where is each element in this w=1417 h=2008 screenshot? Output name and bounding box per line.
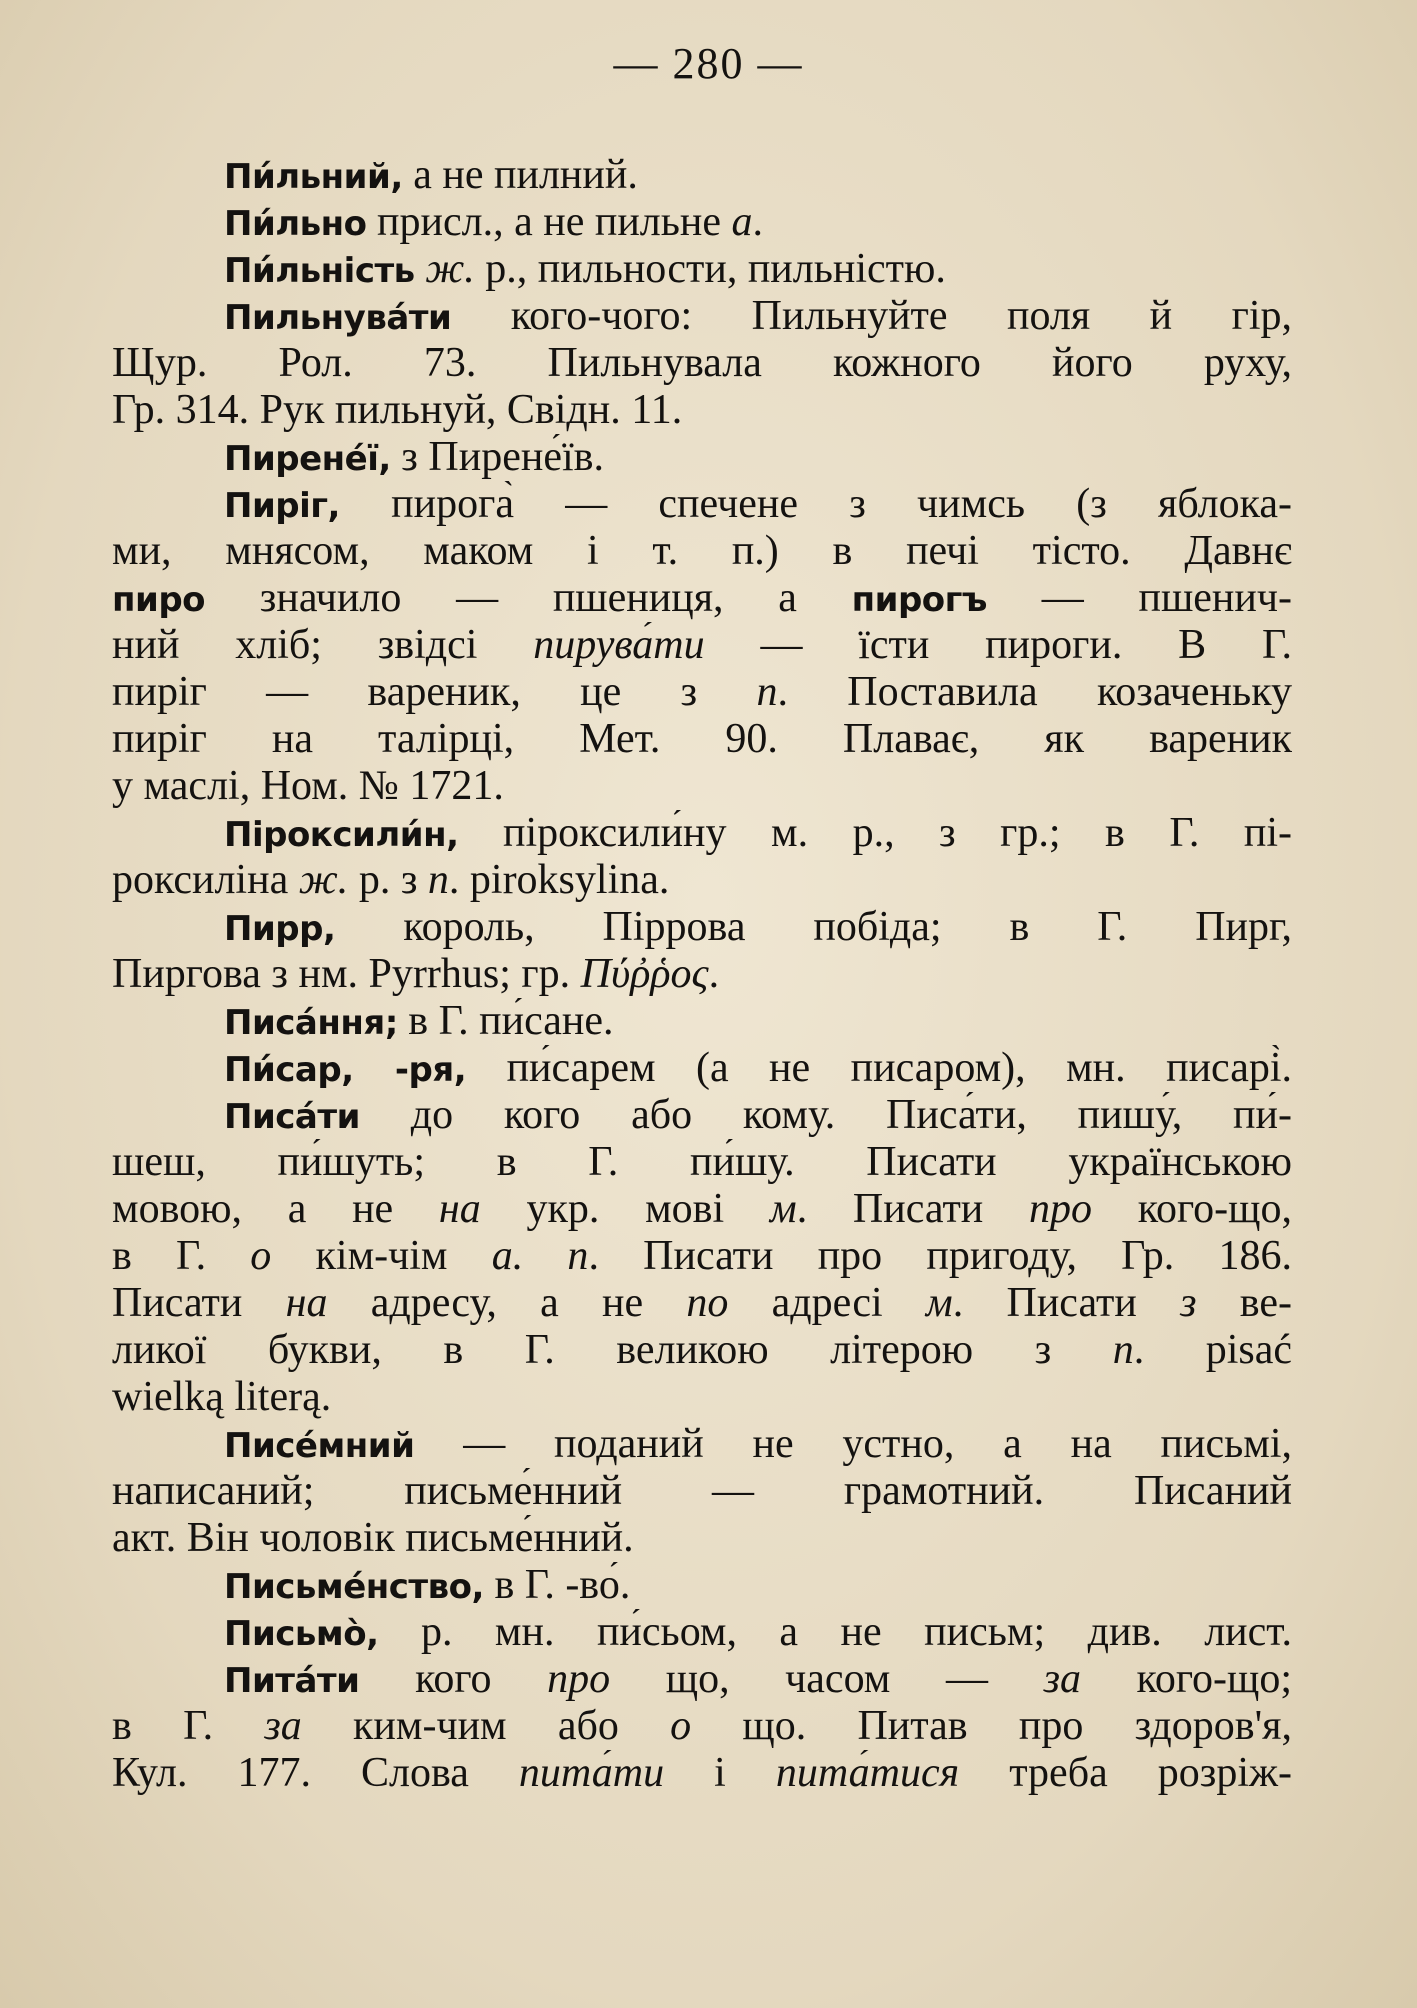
text-line xyxy=(112,387,1292,434)
dictionary-text xyxy=(112,152,1292,1797)
italic-text: а xyxy=(731,199,753,245)
text-line xyxy=(112,857,1292,904)
italic-text: на xyxy=(285,1280,328,1326)
text-line xyxy=(112,716,1292,763)
text-line xyxy=(112,1421,1292,1468)
text-line xyxy=(112,1750,1292,1797)
text-segment: треба розріж- xyxy=(959,1750,1292,1796)
text-segment: кого-що; xyxy=(1080,1656,1292,1702)
italic-text: про xyxy=(547,1656,611,1702)
text-line xyxy=(112,1186,1292,1233)
text-segment: кого-чого: Пильнуйте поля й гір, xyxy=(451,293,1292,339)
text-line xyxy=(112,1280,1292,1327)
text-line xyxy=(112,1092,1292,1139)
text-segment: адресу, а не xyxy=(327,1280,687,1326)
text-segment: в Г. xyxy=(112,1233,251,1279)
text-line xyxy=(112,528,1292,575)
italic-text: ж. xyxy=(425,246,475,292)
text-segment: . xyxy=(752,199,764,245)
text-segment: р. мн. пи́сьом, а не письм; див. лист. xyxy=(378,1609,1292,1655)
text-segment: . piroksylina. xyxy=(448,857,670,903)
italic-text: п xyxy=(756,669,778,715)
text-segment: ве- xyxy=(1196,1280,1292,1326)
text-segment: з Пирене́їв. xyxy=(390,434,604,480)
italic-text: п xyxy=(427,857,449,903)
text-segment: р. з xyxy=(348,857,428,903)
text-line xyxy=(112,1468,1292,1515)
text-line xyxy=(112,1656,1292,1703)
text-segment: укр. мові xyxy=(480,1186,770,1232)
text-segment: що, часом — xyxy=(610,1656,1044,1702)
text-line xyxy=(112,199,1292,246)
text-segment: Писати xyxy=(112,1280,286,1326)
italic-text: пирува́ти xyxy=(533,622,705,668)
italic-text: м xyxy=(769,1186,797,1232)
text-line xyxy=(112,810,1292,857)
italic-text: пита́тися xyxy=(775,1750,960,1796)
italic-text: Πύῤῥος xyxy=(580,951,709,997)
text-segment: і xyxy=(664,1750,776,1796)
entry-headword: Пиріг, xyxy=(224,486,340,526)
text-line xyxy=(112,904,1292,951)
entry-headword: Пирр, xyxy=(224,909,336,949)
text-segment: піроксили́ну м. р., з гр.; в Г. пі- xyxy=(458,810,1292,856)
text-segment: Пиргова з нм. Pyrrhus; гр. xyxy=(112,951,581,997)
italic-text: пита́ти xyxy=(518,1750,665,1796)
text-line xyxy=(112,669,1292,716)
text-segment: кого-що, xyxy=(1092,1186,1292,1232)
text-segment: шеш, пи́шуть; в Г. пи́шу. Писати українською xyxy=(112,1139,1292,1185)
text-segment: ми, мнясом, маком і т. п.) в печі тісто. Давнє xyxy=(112,528,1292,574)
text-line xyxy=(112,340,1292,387)
entry-headword: Пи́льний, xyxy=(224,157,403,197)
text-segment: мовою, а не xyxy=(112,1186,439,1232)
entry-headword: Писа́ти xyxy=(224,1097,360,1137)
entry-headword: Писа́ння; xyxy=(224,1003,398,1043)
entry-headword: Письмо̀, xyxy=(224,1614,379,1654)
text-line xyxy=(112,998,1292,1045)
italic-text: м xyxy=(925,1280,953,1326)
text-segment: роксиліна xyxy=(112,857,299,903)
text-segment: р., пильности, пильністю. xyxy=(474,246,946,292)
entry-headword: Пильнува́ти xyxy=(224,298,452,338)
text-segment: кім-чім xyxy=(271,1233,492,1279)
text-segment: написаний; письме́нний — грамотний. Писаний xyxy=(112,1468,1292,1514)
text-segment: . pisać xyxy=(1133,1327,1292,1373)
text-line xyxy=(112,481,1292,528)
entry-headword: Пи́льність xyxy=(224,251,415,291)
italic-text: за xyxy=(1043,1656,1081,1702)
text-line xyxy=(112,1374,1292,1421)
entry-headword: Письме́нство, xyxy=(224,1567,484,1607)
entry-headword: Піроксили́н, xyxy=(224,815,459,855)
italic-text: по xyxy=(686,1280,729,1326)
text-segment: . Писати про пригоду, Гр. 186. xyxy=(588,1233,1292,1279)
text-line xyxy=(112,763,1292,810)
page-number: — 280 — xyxy=(613,39,804,88)
entry-headword: пирогъ xyxy=(851,580,987,620)
entry-headword: пиро xyxy=(112,580,206,620)
text-segment: значило — пшениця, а xyxy=(205,575,852,621)
text-segment: пиріг — вареник, це з xyxy=(112,669,757,715)
italic-text: о xyxy=(250,1233,272,1279)
text-segment: . xyxy=(708,951,720,997)
text-segment: — поданий не устно, а на письмі, xyxy=(414,1421,1292,1467)
text-line xyxy=(112,434,1292,481)
text-segment: до кого або кому. Писа́ти, пишу́, пи́- xyxy=(359,1092,1292,1138)
text-segment: ким-чим або xyxy=(301,1703,671,1749)
entry-headword: Писе́мний xyxy=(224,1426,415,1466)
text-segment: в Г. пи́сане. xyxy=(397,998,614,1044)
text-segment: у маслі, Ном. № 1721. xyxy=(112,763,504,809)
italic-text: на xyxy=(438,1186,481,1232)
text-line xyxy=(112,575,1292,622)
text-segment: пиріг на талірці, Мет. 90. Плаває, як вареник xyxy=(112,716,1292,762)
entry-headword: Пита́ти xyxy=(224,1661,360,1701)
text-segment: ликої букви, в Г. великою літерою з xyxy=(112,1327,1113,1373)
italic-text: за xyxy=(264,1703,302,1749)
text-segment: пи́сарем (а не писаром), мн. писарі̀. xyxy=(466,1045,1292,1091)
text-line xyxy=(112,1515,1292,1562)
text-segment: wielką literą. xyxy=(112,1374,332,1420)
text-line xyxy=(112,1327,1292,1374)
text-line xyxy=(112,152,1292,199)
text-segment: пирога̀ — спечене з чимсь (з яблока- xyxy=(339,481,1292,527)
text-line xyxy=(112,1609,1292,1656)
text-line xyxy=(112,293,1292,340)
text-line xyxy=(112,1703,1292,1750)
italic-text: про xyxy=(1029,1186,1093,1232)
text-segment xyxy=(415,246,426,292)
text-segment: . Поставила козаченьку xyxy=(777,669,1292,715)
text-line xyxy=(112,1233,1292,1280)
text-segment: кого xyxy=(359,1656,548,1702)
text-line xyxy=(112,951,1292,998)
text-line xyxy=(112,1045,1292,1092)
text-segment: . Писати xyxy=(796,1186,1030,1232)
italic-text: ж. xyxy=(298,857,349,903)
text-segment: в Г. -во́. xyxy=(483,1562,631,1608)
text-segment: — пшенич- xyxy=(986,575,1292,621)
italic-text: з xyxy=(1180,1280,1197,1326)
text-segment: Гр. 314. Рук пильнуй, Свідн. 11. xyxy=(112,387,683,433)
text-segment: король, Піррова побіда; в Г. Пирг, xyxy=(335,904,1292,950)
text-segment: в Г. xyxy=(112,1703,265,1749)
text-segment: . Писати xyxy=(952,1280,1181,1326)
italic-text: п xyxy=(1112,1327,1134,1373)
text-segment: Кул. 177. Слова xyxy=(112,1750,519,1796)
entry-headword: Пи́льно xyxy=(224,204,367,244)
text-segment: присл., а не пильне xyxy=(366,199,732,245)
text-segment: що. Питав про здоров'я, xyxy=(691,1703,1292,1749)
text-segment: адресі xyxy=(728,1280,926,1326)
text-segment: — їсти пироги. В Г. xyxy=(704,622,1292,668)
text-line xyxy=(112,622,1292,669)
entry-headword: Пирене́ї, xyxy=(224,439,391,479)
italic-text: о xyxy=(670,1703,692,1749)
text-line xyxy=(112,246,1292,293)
text-segment: Щур. Рол. 73. Пильнувала кожного його руху, xyxy=(112,340,1292,386)
italic-text: а. п xyxy=(491,1233,589,1279)
text-line xyxy=(112,1139,1292,1186)
text-line xyxy=(112,1562,1292,1609)
text-segment: акт. Він чоловік письме́нний. xyxy=(112,1515,634,1561)
text-segment: ний хліб; звідсі xyxy=(112,622,534,668)
text-segment: а не пилний. xyxy=(402,152,638,198)
entry-headword: Пи́сар, -ря, xyxy=(224,1050,467,1090)
